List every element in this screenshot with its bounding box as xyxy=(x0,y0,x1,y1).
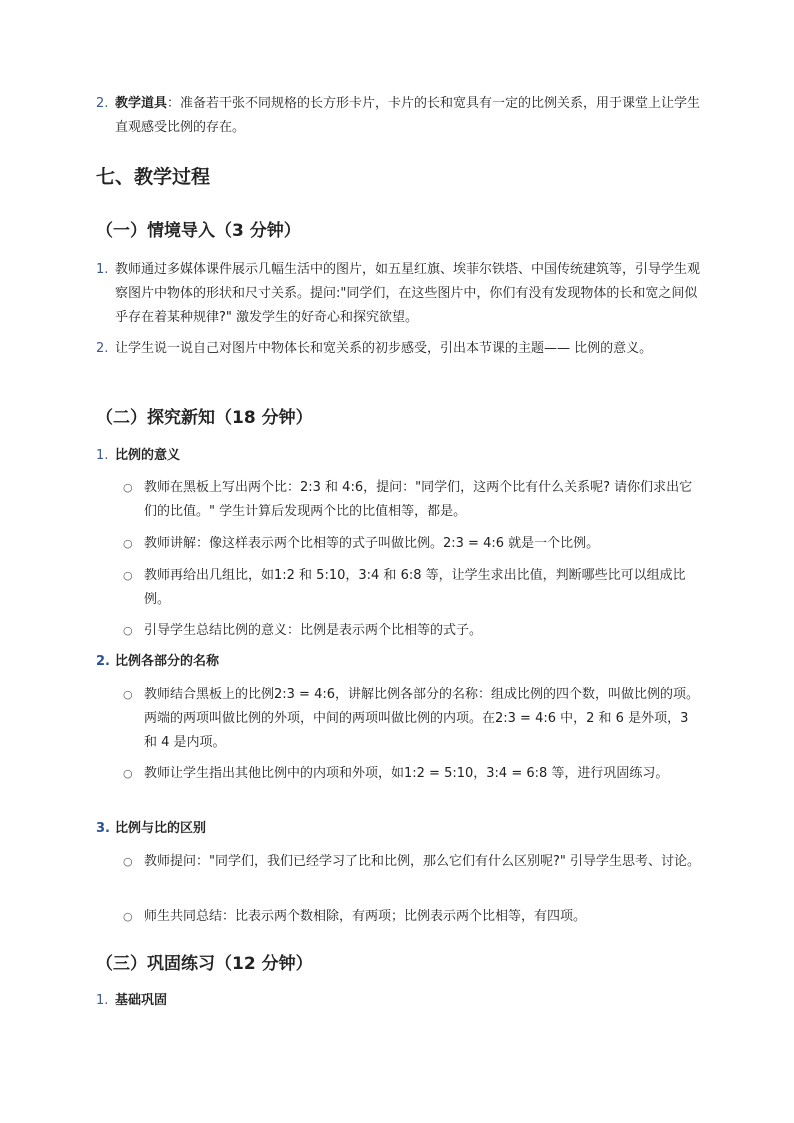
part2-sub1-bullet-3 xyxy=(123,564,703,612)
bullet-circle-icon: ○ xyxy=(123,910,133,923)
bullet-circle-icon: ○ xyxy=(123,688,133,701)
section-title: 七、教学过程 xyxy=(96,166,211,188)
part1-title: （一）情境导入（3 分钟） xyxy=(96,221,301,241)
item-body: ：准备若干张不同规格的长方形卡片，卡片的长和宽具有一定的比例关系，用于课堂上让学生直观感受比例的存在。 xyxy=(115,96,701,135)
bullet-circle-icon: ○ xyxy=(123,855,133,868)
part3-title: （三）巩固练习（12 分钟） xyxy=(96,954,313,974)
part2-sub3-heading xyxy=(96,817,702,841)
part2-sub3-bullet-1 xyxy=(123,850,703,874)
list-number: 1. xyxy=(96,993,109,1008)
bullet-circle-icon: ○ xyxy=(123,767,133,780)
list-number: 2. xyxy=(96,341,109,356)
list-item-text xyxy=(96,92,702,140)
bullet-text: 教师再给出几组比，如1:2 和 5:10，3:4 和 6:8 等，让学生求出比值，判断哪些比可以组成比例。 xyxy=(144,568,686,607)
subheading-text: 比例与比的区别 xyxy=(115,821,207,836)
list-item-text: 让学生说一说自己对图片中物体长和宽关系的初步感受，引出本节课的主题—— 比例的意义。 xyxy=(115,341,653,356)
part1-item-1 xyxy=(96,258,702,330)
bullet-text: 教师让学生指出其他比例中的内项和外项，如1:2 = 5:10，3:4 = 6:8 等，进行巩固练习。 xyxy=(144,766,669,781)
part2-sub3-bullet-2 xyxy=(123,905,703,929)
part2-sub1-bullet-2 xyxy=(123,532,703,556)
part2-sub2-bullet-2 xyxy=(123,762,703,786)
part2-title: （二）探究新知（18 分钟） xyxy=(96,408,313,428)
item-label: 教学道具 xyxy=(115,96,168,111)
bullet-circle-icon: ○ xyxy=(123,624,133,637)
bullet-text: 教师结合黑板上的比例2:3 = 4:6，讲解比例各部分的名称：组成比例的四个数，叫做比例的项。两端的两项叫做比例的外项，中间的两项叫做比例的内项。在2:3 = 4:6 中，2 和 6 是外项，3 和 4 是内项。 xyxy=(144,687,700,750)
bullet-text: 师生共同总结：比表示两个数相除，有两项；比例表示两个比相等，有四项。 xyxy=(144,909,587,924)
subheading-text: 基础巩固 xyxy=(115,993,168,1008)
list-number: 2. xyxy=(96,654,110,669)
part3-sub1-heading xyxy=(96,989,702,1013)
part2-sub2-heading xyxy=(96,650,702,674)
subheading-text: 比例的意义 xyxy=(115,448,181,463)
part2-sub1-bullet-4 xyxy=(123,619,703,643)
bullet-text: 引导学生总结比例的意义：比例是表示两个比相等的式子。 xyxy=(144,623,483,638)
list-number: 2. xyxy=(96,96,109,111)
bullet-text: 教师提问："同学们，我们已经学习了比和比例，那么它们有什么区别呢?" 引导学生思考、讨论。 xyxy=(144,854,700,869)
list-number: 1. xyxy=(96,448,109,463)
subheading-text: 比例各部分的名称 xyxy=(115,654,220,669)
list-number: 3. xyxy=(96,821,110,836)
bullet-text: 教师在黑板上写出两个比：2:3 和 4:6，提问："同学们，这两个比有什么关系呢? 请你们求出它们的比值。" 学生计算后发现两个比的比值相等，都是。 xyxy=(144,480,693,519)
bullet-circle-icon: ○ xyxy=(123,569,133,582)
prep-item-teaching-aids xyxy=(96,92,702,140)
part2-sub1-bullet-1 xyxy=(123,476,703,524)
bullet-text: 教师讲解：像这样表示两个比相等的式子叫做比例。2:3 = 4:6 就是一个比例。 xyxy=(144,536,600,551)
list-item-text: 教师通过多媒体课件展示几幅生活中的图片，如五星红旗、埃菲尔铁塔、中国传统建筑等，引导学生观察图片中物体的形状和尺寸关系。提问:"同学们，在这些图片中，你们有没有发现物体的长和宽之间似乎存在着某种规律?" 激发学生的好奇心和探究欲望。 xyxy=(115,262,701,325)
part1-item-2 xyxy=(96,337,702,361)
part2-sub2-bullet-1 xyxy=(123,683,703,755)
bullet-circle-icon: ○ xyxy=(123,481,133,494)
bullet-circle-icon: ○ xyxy=(123,537,133,550)
list-number: 1. xyxy=(96,262,109,277)
part2-sub1-heading xyxy=(96,444,702,468)
